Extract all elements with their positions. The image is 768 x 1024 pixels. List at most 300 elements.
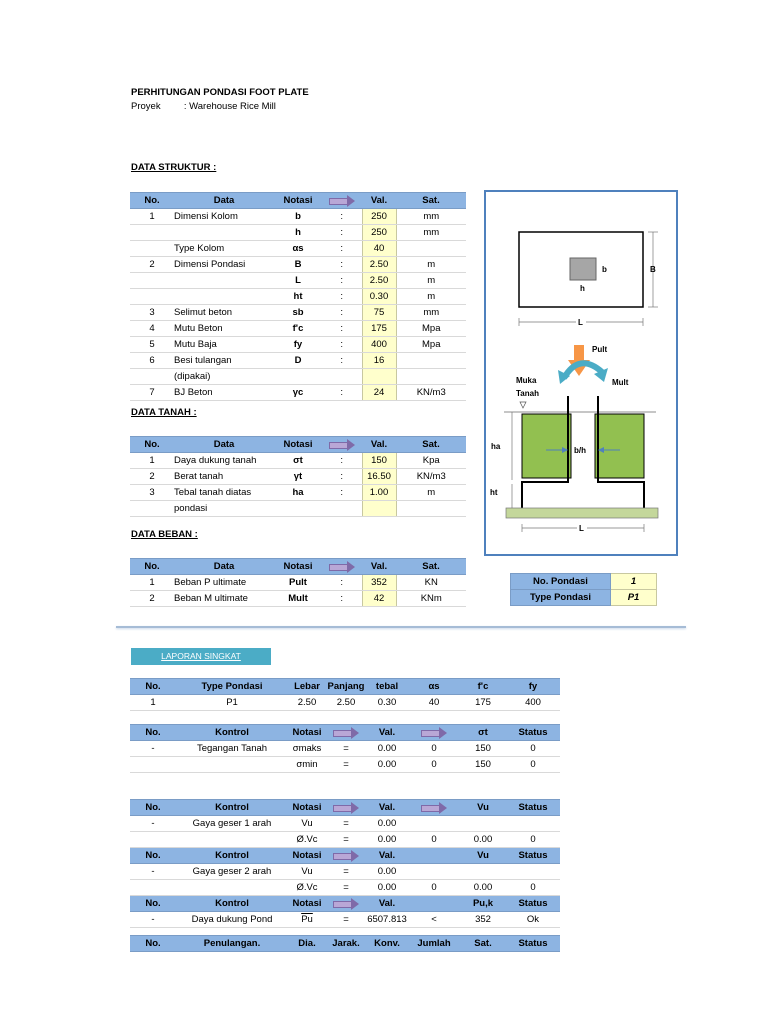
table-cell: 0 xyxy=(506,741,560,757)
cell-data xyxy=(174,289,274,305)
cell-val: 352 xyxy=(362,575,396,591)
cell-val: 1.00 xyxy=(362,485,396,501)
header-cell: Notasi xyxy=(288,848,326,864)
foundation-diagram-svg xyxy=(486,192,676,554)
table-header-row xyxy=(130,936,560,952)
table-cell: 0.00 xyxy=(366,880,408,896)
laporan-singkat-button[interactable] xyxy=(131,648,271,665)
header-cell: Kontrol xyxy=(176,896,288,912)
cell-notasi: b xyxy=(274,209,322,225)
cell-sep: : xyxy=(322,257,362,273)
cell-sep: : xyxy=(322,273,362,289)
cell-sat: mm xyxy=(396,305,466,321)
col-val: Val. xyxy=(362,193,396,209)
cell-val: 175 xyxy=(362,321,396,337)
label-B: B xyxy=(650,265,656,274)
header-cell: fy xyxy=(506,679,560,695)
cell-data xyxy=(174,273,274,289)
right-arrow-icon xyxy=(421,728,447,737)
table-row xyxy=(130,241,466,257)
table-cell: 6507.813 xyxy=(366,912,408,928)
cell-notasi: ht xyxy=(274,289,322,305)
table-cell: = xyxy=(326,816,366,832)
cell-no: 5 xyxy=(130,337,174,353)
table-row xyxy=(130,453,466,469)
cell-sat: mm xyxy=(396,225,466,241)
table-header-row xyxy=(130,896,560,912)
table-row xyxy=(130,832,560,848)
table-row xyxy=(130,757,560,773)
cell-val xyxy=(362,501,396,517)
table-cell xyxy=(176,757,288,773)
cell-notasi: f'c xyxy=(274,321,322,337)
table-header-row xyxy=(130,679,560,695)
cell-sep: : xyxy=(322,453,362,469)
label-bh: b/h xyxy=(574,446,586,455)
cell-val: 250 xyxy=(362,209,396,225)
table-cell: - xyxy=(130,816,176,832)
table-cell: Tegangan Tanah xyxy=(176,741,288,757)
col-val: Val. xyxy=(362,559,396,575)
table-cell: 0.00 xyxy=(366,741,408,757)
foundation-diagram xyxy=(484,190,678,556)
cell-sep: : xyxy=(322,241,362,257)
cell-notasi: h xyxy=(274,225,322,241)
header-cell xyxy=(326,800,366,816)
col-sat: Sat. xyxy=(396,193,466,209)
cell-sat: KN xyxy=(396,575,466,591)
header-cell xyxy=(408,725,460,741)
table-cell xyxy=(460,864,506,880)
cell-val: 250 xyxy=(362,225,396,241)
header-cell: αs xyxy=(408,679,460,695)
header-cell xyxy=(408,896,460,912)
cell-val: 0.30 xyxy=(362,289,396,305)
table-cell: 0.00 xyxy=(460,880,506,896)
cell-no xyxy=(130,273,174,289)
label-b: b xyxy=(602,265,607,274)
header-cell: Kontrol xyxy=(176,800,288,816)
cell-no: 6 xyxy=(130,353,174,369)
table-cell: - xyxy=(130,912,176,928)
cell-data: pondasi xyxy=(174,501,274,517)
table-cell xyxy=(176,832,288,848)
cell-sat: KN/m3 xyxy=(396,385,466,401)
header-cell: Dia. xyxy=(288,936,326,952)
table-cell: = xyxy=(326,741,366,757)
cell-no: 2 xyxy=(130,591,174,607)
table-row xyxy=(130,864,560,880)
base-slab xyxy=(506,508,658,518)
table-cell: σmin xyxy=(288,757,326,773)
water-level-marker xyxy=(520,402,526,408)
cell-sep: : xyxy=(322,209,362,225)
cell-sat: m xyxy=(396,289,466,305)
table-row xyxy=(130,289,466,305)
header-cell: Notasi xyxy=(288,896,326,912)
header-cell: Notasi xyxy=(288,725,326,741)
label-tanah: Tanah xyxy=(516,389,539,398)
header-cell: Status xyxy=(506,896,560,912)
table-row xyxy=(130,469,466,485)
soil-left xyxy=(522,414,571,478)
cell-sat: Kpa xyxy=(396,453,466,469)
cell-data: Beban P ultimate xyxy=(174,575,274,591)
cell-data: Type Kolom xyxy=(174,241,274,257)
section-heading-tanah: DATA TANAH : xyxy=(131,407,197,418)
cell-notasi: αs xyxy=(274,241,322,257)
cell-sep: : xyxy=(322,591,362,607)
cell-notasi: Pult xyxy=(274,575,322,591)
cell-data: Mutu Beton xyxy=(174,321,274,337)
project-label: Proyek xyxy=(131,101,161,112)
col-data: Data xyxy=(174,193,274,209)
table-data-struktur xyxy=(130,192,466,401)
table-cell: 0 xyxy=(408,832,460,848)
cell-sep: : xyxy=(322,321,362,337)
table-data-tanah xyxy=(130,436,466,517)
cell-val: 2.50 xyxy=(362,273,396,289)
header-cell: Lebar xyxy=(288,679,326,695)
table-cell: 175 xyxy=(460,695,506,711)
table-row xyxy=(130,591,466,607)
table-cell: Gaya geser 1 arah xyxy=(176,816,288,832)
table-cell: 1 xyxy=(130,695,176,711)
col-sat: Sat. xyxy=(396,559,466,575)
cell-sat: KN/m3 xyxy=(396,469,466,485)
table-cell: 0 xyxy=(506,832,560,848)
cell-sat xyxy=(396,353,466,369)
cell-data: Berat tanah xyxy=(174,469,274,485)
right-arrow-icon xyxy=(333,899,359,908)
col-arrow xyxy=(322,437,362,453)
label-L-bottom: L xyxy=(579,524,584,533)
table-cell: 150 xyxy=(460,757,506,773)
table-kontrol-tanah xyxy=(130,724,560,773)
table-cell: 0 xyxy=(506,880,560,896)
cell-data: Selimut beton xyxy=(174,305,274,321)
cell-val: 24 xyxy=(362,385,396,401)
col-arrow xyxy=(322,559,362,575)
cell-notasi: Mult xyxy=(274,591,322,607)
header-cell xyxy=(408,800,460,816)
col-data: Data xyxy=(174,437,274,453)
cell-notasi: γc xyxy=(274,385,322,401)
cell-val xyxy=(362,369,396,385)
no-pondasi-value: 1 xyxy=(611,574,657,590)
table-cell: 0.00 xyxy=(366,864,408,880)
table-cell: Ok xyxy=(506,912,560,928)
table-cell xyxy=(130,832,176,848)
table-header-row xyxy=(130,725,560,741)
cell-notasi: B xyxy=(274,257,322,273)
header-cell: Vu xyxy=(460,848,506,864)
col-no: No. xyxy=(130,193,174,209)
table-row xyxy=(130,501,466,517)
cell-sat: Mpa xyxy=(396,337,466,353)
cell-sep: : xyxy=(322,289,362,305)
table-cell: σmaks xyxy=(288,741,326,757)
cell-no xyxy=(130,225,174,241)
cell-no xyxy=(130,369,174,385)
label-L-top: L xyxy=(578,318,583,327)
table-cell: Vu xyxy=(288,816,326,832)
header-cell: Notasi xyxy=(288,800,326,816)
cell-sep: : xyxy=(322,337,362,353)
header-cell: Pu,k xyxy=(460,896,506,912)
header-cell xyxy=(326,848,366,864)
header-cell: σt xyxy=(460,725,506,741)
header-cell: No. xyxy=(130,725,176,741)
table-header-row xyxy=(130,800,560,816)
table-cell: = xyxy=(326,832,366,848)
table-row xyxy=(130,575,466,591)
cell-sep: : xyxy=(322,575,362,591)
table-cell: 0 xyxy=(408,757,460,773)
cell-no: 3 xyxy=(130,305,174,321)
cell-sep: : xyxy=(322,353,362,369)
label-pult: Pult xyxy=(592,345,608,354)
right-arrow-icon xyxy=(329,196,355,205)
cell-notasi xyxy=(274,501,322,517)
section-divider xyxy=(116,626,686,628)
table-cell: Ø.Vc xyxy=(288,880,326,896)
cell-val: 42 xyxy=(362,591,396,607)
laporan-singkat-label: LAPORAN SINGKAT xyxy=(161,651,241,661)
table-header-row xyxy=(130,559,466,575)
table-cell xyxy=(506,816,560,832)
header-cell: Penulangan. xyxy=(176,936,288,952)
cell-no: 2 xyxy=(130,257,174,273)
cell-val: 2.50 xyxy=(362,257,396,273)
col-val: Val. xyxy=(362,437,396,453)
cell-data: Dimensi Pondasi xyxy=(174,257,274,273)
type-pondasi-value: P1 xyxy=(611,590,657,606)
cell-notasi: γt xyxy=(274,469,322,485)
table-cell: - xyxy=(130,741,176,757)
cell-notasi: fy xyxy=(274,337,322,353)
label-ht: ht xyxy=(490,488,498,497)
cell-sat: m xyxy=(396,257,466,273)
table-cell xyxy=(130,880,176,896)
cell-no xyxy=(130,289,174,305)
table-cell: $\overline{Pu}$ xyxy=(288,912,326,928)
table-cell xyxy=(176,880,288,896)
cell-no: 7 xyxy=(130,385,174,401)
cell-data: Besi tulangan xyxy=(174,353,274,369)
label-muka: Muka xyxy=(516,376,537,385)
table-cell xyxy=(130,757,176,773)
cell-no: 2 xyxy=(130,469,174,485)
table-row xyxy=(130,225,466,241)
cell-val: 16.50 xyxy=(362,469,396,485)
header-cell: Panjang xyxy=(326,679,366,695)
header-cell: No. xyxy=(130,896,176,912)
section-heading-struktur: DATA STRUKTUR : xyxy=(131,162,217,173)
table-cell: 2.50 xyxy=(288,695,326,711)
cell-no: 1 xyxy=(130,453,174,469)
cell-no: 1 xyxy=(130,575,174,591)
cell-sep: : xyxy=(322,469,362,485)
col-arrow xyxy=(322,193,362,209)
soil-right xyxy=(595,414,644,478)
table-cell: 40 xyxy=(408,695,460,711)
section-heading-beban: DATA BEBAN : xyxy=(131,529,198,540)
cell-val: 150 xyxy=(362,453,396,469)
header-cell: Vu xyxy=(460,800,506,816)
cell-val: 40 xyxy=(362,241,396,257)
header-cell: Status xyxy=(506,725,560,741)
header-cell: Val. xyxy=(366,800,408,816)
table-row xyxy=(130,273,466,289)
table-cell: = xyxy=(326,757,366,773)
table-header-row xyxy=(130,437,466,453)
table-cell: 2.50 xyxy=(326,695,366,711)
cell-notasi: σt xyxy=(274,453,322,469)
table-row xyxy=(130,385,466,401)
cell-sep: : xyxy=(322,225,362,241)
right-arrow-icon xyxy=(333,851,359,860)
header-cell: Val. xyxy=(366,725,408,741)
table-cell xyxy=(506,864,560,880)
cell-data: Beban M ultimate xyxy=(174,591,274,607)
cell-no: 4 xyxy=(130,321,174,337)
table-row xyxy=(130,257,466,273)
no-pondasi-label: No. Pondasi xyxy=(511,574,611,590)
cell-no: 1 xyxy=(130,209,174,225)
cell-sat: KNm xyxy=(396,591,466,607)
cell-sep xyxy=(322,369,362,385)
col-notasi: Notasi xyxy=(274,437,322,453)
header-cell: Jarak. xyxy=(326,936,366,952)
header-cell: Status xyxy=(506,936,560,952)
cell-data: Mutu Baja xyxy=(174,337,274,353)
table-row xyxy=(130,353,466,369)
cell-sat xyxy=(396,241,466,257)
cell-sat xyxy=(396,369,466,385)
table-cell: = xyxy=(326,880,366,896)
header-cell: Konv. xyxy=(366,936,408,952)
header-cell: No. xyxy=(130,800,176,816)
cell-data: Dimensi Kolom xyxy=(174,209,274,225)
table-cell: 352 xyxy=(460,912,506,928)
header-cell: No. xyxy=(130,936,176,952)
table-cell: = xyxy=(326,912,366,928)
table-row xyxy=(130,369,466,385)
cell-notasi xyxy=(274,369,322,385)
type-pondasi-label: Type Pondasi xyxy=(511,590,611,606)
table-header-row xyxy=(130,848,560,864)
table-cell xyxy=(408,864,460,880)
cell-sep: : xyxy=(322,385,362,401)
cell-notasi: ha xyxy=(274,485,322,501)
cell-sep: : xyxy=(322,485,362,501)
cell-no xyxy=(130,501,174,517)
header-cell: tebal xyxy=(366,679,408,695)
table-cell: - xyxy=(130,864,176,880)
cell-val: 16 xyxy=(362,353,396,369)
header-cell xyxy=(326,896,366,912)
label-h: h xyxy=(580,284,585,293)
cell-data: Daya dukung tanah xyxy=(174,453,274,469)
table-row xyxy=(130,880,560,896)
header-cell: Sat. xyxy=(460,936,506,952)
header-cell: Kontrol xyxy=(176,725,288,741)
right-arrow-icon xyxy=(329,440,355,449)
cell-no: 3 xyxy=(130,485,174,501)
header-cell xyxy=(326,725,366,741)
col-data: Data xyxy=(174,559,274,575)
project-separator: : xyxy=(183,101,187,112)
cell-val: 75 xyxy=(362,305,396,321)
table-pondasi-info xyxy=(510,573,657,606)
project-value: Warehouse Rice Mill xyxy=(189,101,276,112)
table-cell: 150 xyxy=(460,741,506,757)
cell-data: BJ Beton xyxy=(174,385,274,401)
table-summary xyxy=(130,678,560,711)
page-title: PERHITUNGAN PONDASI FOOT PLATE xyxy=(131,87,309,98)
right-arrow-icon xyxy=(421,803,447,812)
table-row xyxy=(130,337,466,353)
right-arrow-icon xyxy=(333,803,359,812)
cell-sep xyxy=(322,501,362,517)
cell-sat xyxy=(396,501,466,517)
plan-column-square xyxy=(570,258,596,280)
table-row xyxy=(130,209,466,225)
table-row xyxy=(130,816,560,832)
cell-data xyxy=(174,225,274,241)
cell-no xyxy=(130,241,174,257)
table-cell: Gaya geser 2 arah xyxy=(176,864,288,880)
project-line xyxy=(131,101,276,112)
label-mult: Mult xyxy=(612,378,629,387)
cell-val: 400 xyxy=(362,337,396,353)
table-data-beban xyxy=(130,558,466,607)
table-row xyxy=(130,741,560,757)
col-notasi: Notasi xyxy=(274,193,322,209)
header-cell xyxy=(408,848,460,864)
label-ha: ha xyxy=(491,442,501,451)
col-notasi: Notasi xyxy=(274,559,322,575)
header-cell: Val. xyxy=(366,896,408,912)
table-cell: 0.00 xyxy=(366,757,408,773)
table-cell: < xyxy=(408,912,460,928)
table-cell: 0 xyxy=(506,757,560,773)
cell-sep: : xyxy=(322,305,362,321)
header-cell: Type Pondasi xyxy=(176,679,288,695)
cell-notasi: L xyxy=(274,273,322,289)
col-no: No. xyxy=(130,437,174,453)
col-no: No. xyxy=(130,559,174,575)
table-row xyxy=(130,695,560,711)
col-sat: Sat. xyxy=(396,437,466,453)
cell-notasi: D xyxy=(274,353,322,369)
cell-data: (dipakai) xyxy=(174,369,274,385)
table-penulangan xyxy=(130,935,560,952)
header-cell: Status xyxy=(506,800,560,816)
table-cell: 0.30 xyxy=(366,695,408,711)
table-cell: P1 xyxy=(176,695,288,711)
table-cell: 0 xyxy=(408,741,460,757)
pult-arrow-shaft xyxy=(574,345,584,361)
table-cell: Vu xyxy=(288,864,326,880)
table-row xyxy=(130,485,466,501)
right-arrow-icon xyxy=(333,728,359,737)
header-cell: No. xyxy=(130,679,176,695)
table-cell: Daya dukung Pond xyxy=(176,912,288,928)
header-cell: f'c xyxy=(460,679,506,695)
table-cell xyxy=(460,816,506,832)
